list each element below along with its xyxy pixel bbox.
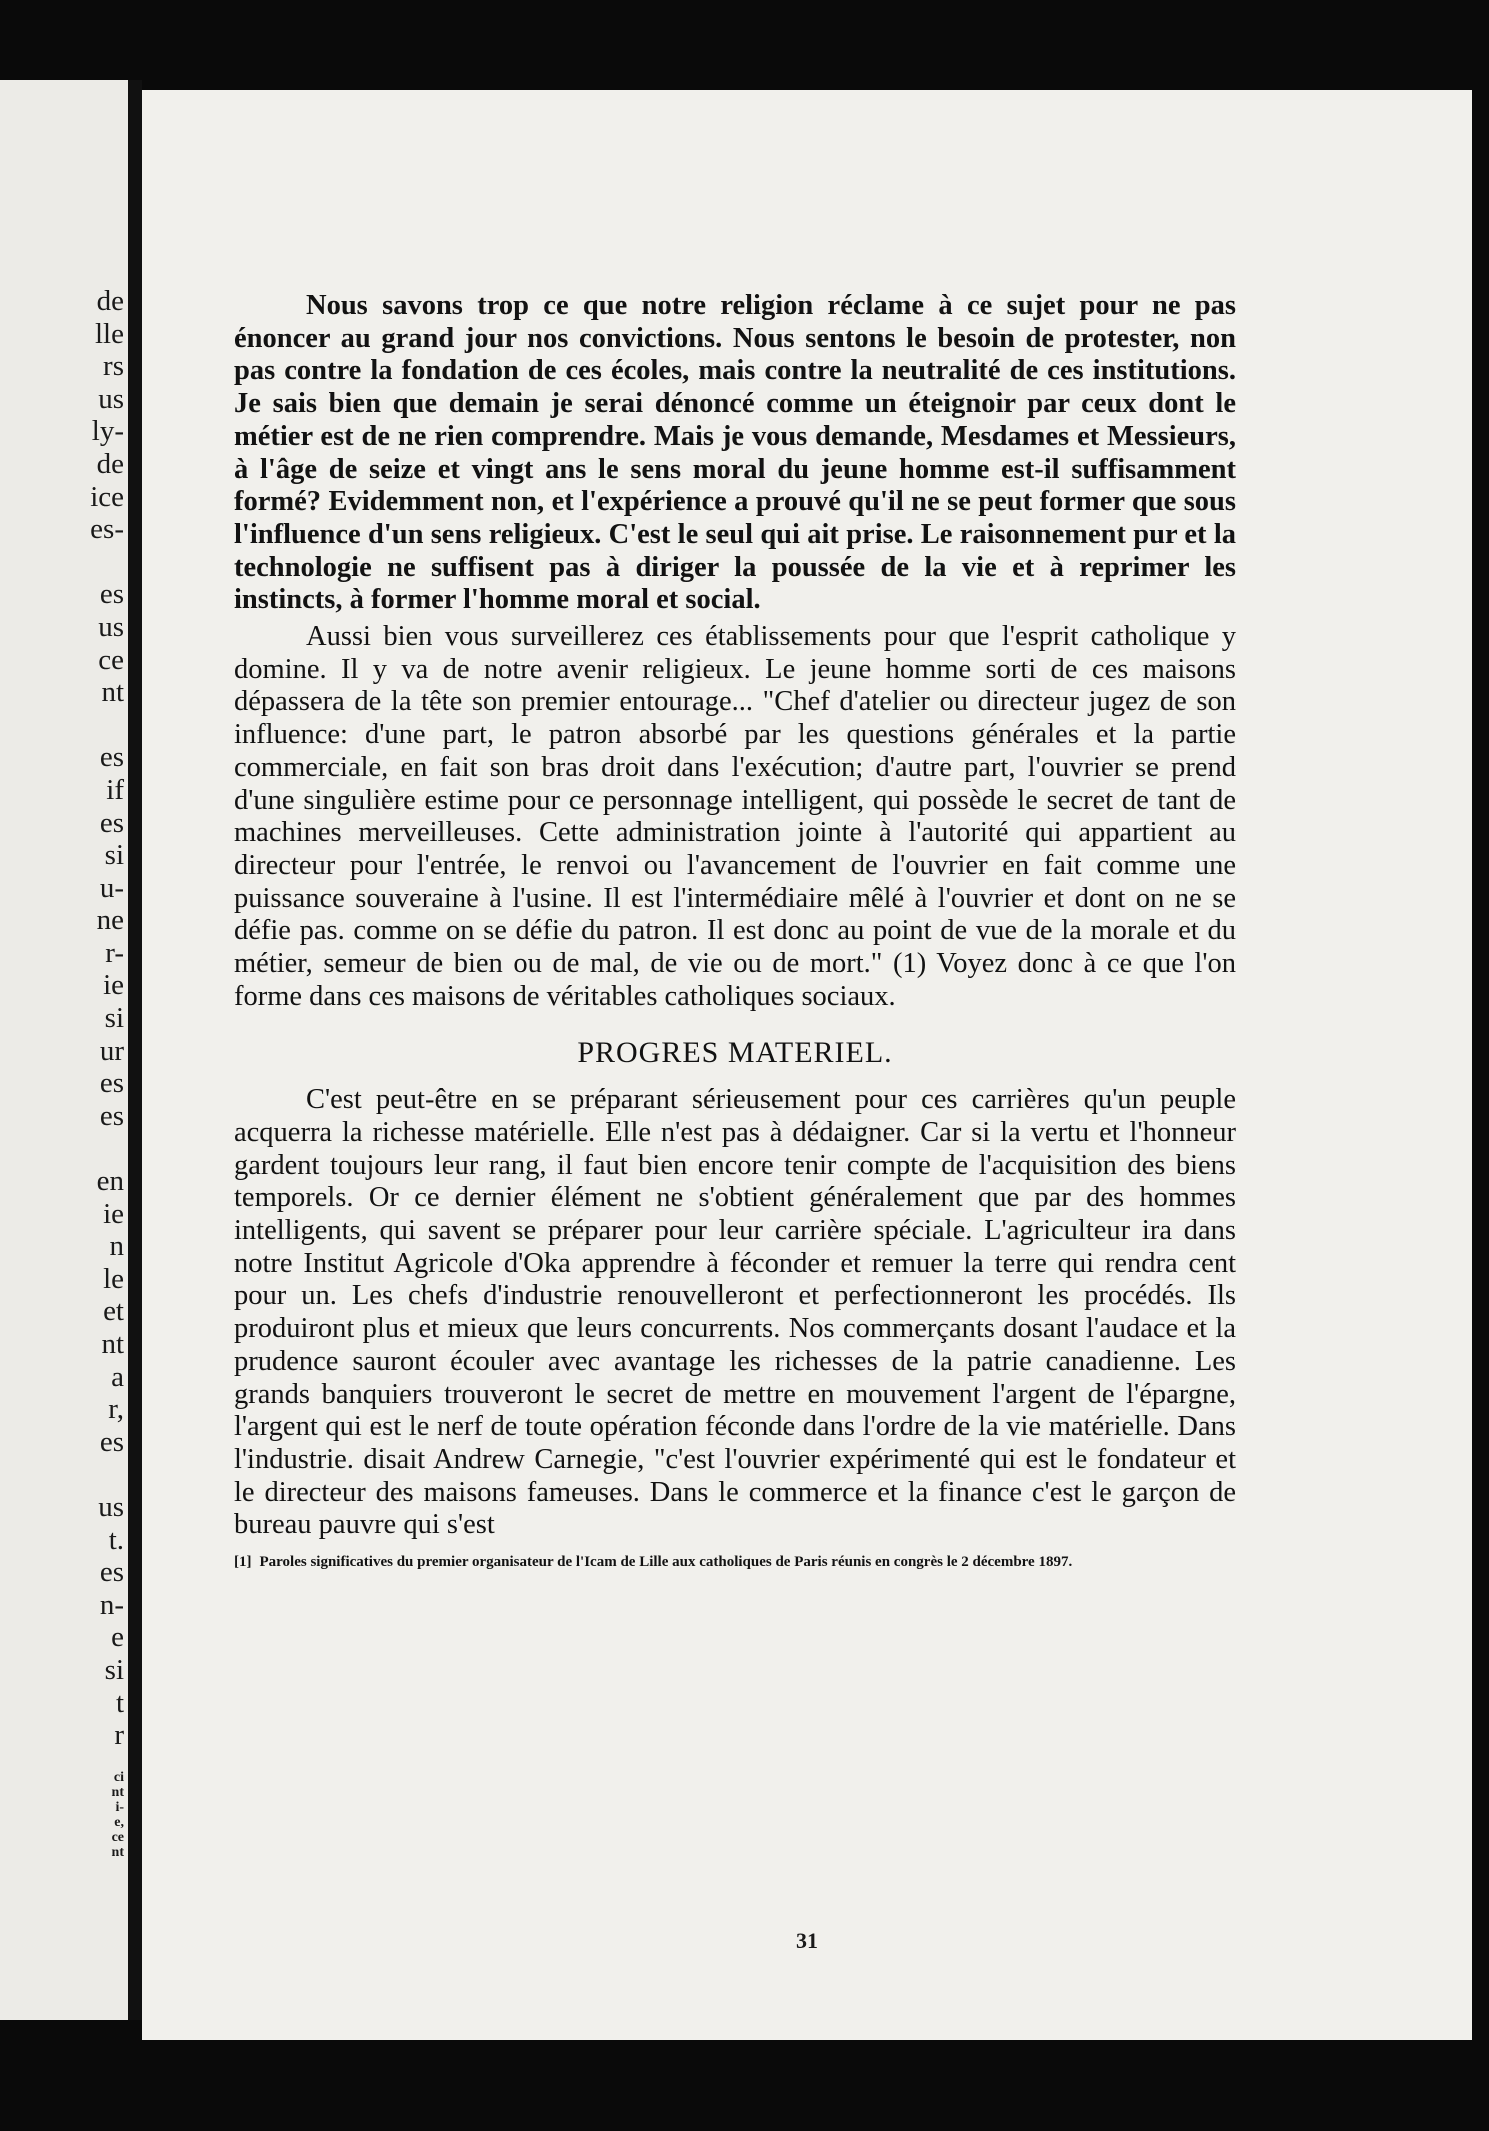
adjacent-text-fragment: t	[115, 1686, 124, 1719]
adjacent-text-fragment: et	[103, 1295, 124, 1328]
adjacent-text-fragment	[90, 709, 124, 742]
adjacent-text-fragment: us	[98, 1490, 124, 1523]
adjacent-text-fragment: e	[111, 1621, 124, 1654]
adjacent-text-fragment: n-	[99, 1588, 124, 1621]
main-page	[142, 90, 1472, 2040]
adjacent-footnote-fragment: ci	[113, 1769, 124, 1785]
adjacent-text-fragment: es	[99, 806, 124, 839]
adjacent-text-fragment	[90, 1132, 124, 1165]
adjacent-text-fragment: es-	[90, 513, 124, 546]
adjacent-footnote-fragment: nt	[111, 1844, 124, 1860]
adjacent-text-fragment: es	[99, 1099, 124, 1132]
book-gutter	[128, 80, 142, 2020]
adjacent-text-fragment: t.	[108, 1523, 124, 1556]
adjacent-text-fragment: nt	[101, 1328, 124, 1360]
adjacent-text-fragment: es	[99, 741, 124, 774]
footnote-marker: [1]	[234, 1554, 252, 1571]
paragraph-3: C'est peut-être en se préparant sérieusement pour ces carrières qu'un peuple acquerra la richesse matérielle. Elle n'est pas à dédaigner. Car si la vertu et l'honneur gardent toujours leur rang, il faut bien encore tenir compte de l'acquisition des biens temporels. Or ce dernier élément ne s'obtient généralement que par des hommes intelligents, qui savent se préparer pour leur carrière spéciale. L'agriculteur ira dans notre Institut Agricole d'Oka apprendre à féconder et remuer la terre qui rendra cent pour un. Les chefs d'industrie renouvelleront et perfectionneront les procédés. Ils produiront plus et mieux que leurs concurrents. Nos commerçants dosant l'audace et la prudence sauront écouler avec avantage les richesses de la patrie canadienne. Les grands banquiers trouveront le secret de mettre en mouvement l'argent de l'épargne, l'argent qui est le nerf de toute opération féconde dans l'ordre de la vie matérielle. Dans l'industrie. disait Andrew Carnegie, "c'est l'ouvrier expérimenté qui est le fondateur et le directeur des maisons fameuses. Dans le commerce et la finance c'est le garçon de bureau pauvre qui s'est	[234, 1084, 1236, 1541]
paragraph-1: Nous savons trop ce que notre religion réclame à ce sujet pour ne pas énoncer au grand jour nos convictions. Nous sentons le besoin de protester, non pas contre la fondation de ces écoles, mais contre la neutralité de ces institutions. Je sais bien que demain je serai dénoncé comme un éteignoir par ceux dont le métier est de ne rien comprendre. Mais je vous demande, Mesdames et Messieurs, à l'âge de seize et vingt ans le sens moral du jeune homme est-il suffisamment formé? Evidemment non, et l'expérience a prouvé qu'il ne se peut former que sous l'influence d'un sens religieux. C'est le seul qui ait prise. Le raisonnement pur et la technologie ne suffisent pas à diriger la poussée de la vie et à reprimer les instincts, à former l'homme moral et social.	[234, 290, 1236, 616]
adjacent-footnote-fragment: ce	[111, 1829, 124, 1845]
adjacent-text-fragment: rs	[103, 350, 124, 383]
adjacent-footnote-fragment: nt	[111, 1784, 124, 1800]
adjacent-text-fragment: es	[99, 1556, 124, 1589]
adjacent-text-fragment: lle	[95, 317, 124, 350]
adjacent-text-fragment: if	[106, 773, 124, 806]
adjacent-page-text	[90, 285, 124, 1860]
adjacent-text-fragment: es	[99, 578, 124, 611]
adjacent-text-fragment: ur	[99, 1034, 124, 1067]
adjacent-text-fragment: de	[96, 447, 124, 480]
adjacent-text-fragment: r,	[108, 1393, 124, 1426]
adjacent-text-fragment: ce	[98, 643, 124, 676]
adjacent-text-fragment	[90, 1458, 124, 1491]
adjacent-text-fragment: r	[114, 1719, 124, 1752]
footnote	[234, 1554, 1236, 1571]
adjacent-text-fragment: es	[99, 1067, 124, 1100]
section-heading: PROGRES MATERIEL.	[577, 1036, 893, 1070]
adjacent-footnote-fragment: i-	[115, 1799, 124, 1815]
adjacent-text-fragment: es	[99, 1425, 124, 1458]
adjacent-text-fragment: le	[103, 1262, 124, 1295]
adjacent-text-fragment: n	[109, 1230, 124, 1263]
adjacent-text-spacer	[90, 1752, 124, 1770]
adjacent-text-fragment: r-	[105, 936, 124, 969]
adjacent-text-fragment: ice	[90, 480, 124, 513]
adjacent-text-fragment: us	[98, 610, 124, 643]
adjacent-text-fragment: si	[104, 1653, 124, 1686]
adjacent-text-fragment: ly-	[91, 415, 124, 448]
adjacent-text-fragment	[90, 546, 124, 579]
adjacent-text-fragment: nt	[101, 676, 124, 709]
footnote-text: Paroles significatives du premier organisateur de l'Icam de Lille aux catholiques de Paris réunis en congrès le 2 décembre 1897.	[259, 1554, 1073, 1571]
adjacent-text-fragment: us	[98, 382, 124, 415]
adjacent-text-fragment: u-	[99, 871, 124, 904]
adjacent-text-fragment: de	[96, 285, 124, 317]
adjacent-text-fragment: ie	[103, 969, 124, 1002]
adjacent-text-fragment: a	[111, 1360, 124, 1393]
adjacent-text-fragment: si	[104, 839, 124, 872]
adjacent-page	[0, 80, 128, 2020]
adjacent-text-fragment: si	[104, 1002, 124, 1035]
page-body	[234, 290, 1236, 1571]
adjacent-footnote-fragment: e,	[114, 1814, 124, 1830]
adjacent-text-fragment: en	[96, 1165, 124, 1198]
adjacent-text-fragment: ne	[96, 904, 124, 937]
paragraph-2: Aussi bien vous surveillerez ces établissements pour que l'esprit catholique y domine. Il y va de notre avenir religieux. Le jeune homme sorti de ces maisons dépassera de la tête son premier entourage... "Chef d'atelier ou directeur jugez de son influence: d'une part, le patron absorbé par les questions générales et la partie commerciale, en fait son bras droit dans l'exécution; d'autre part, l'ouvrier se prend d'une singulière estime pour ce personnage intelligent, qui possède le secret de tant de machines merveilleuses. Cette administration jointe à l'autorité qui appartient au directeur pour l'entrée, le renvoi ou l'avancement de l'ouvrier en fait comme une puissance souveraine à l'usine. Il est l'intermédiaire mêlé à l'ouvrier et dont on ne se défie pas. comme on se défie du patron. Il est donc au point de vue de la morale et du métier, semeur de bien ou de mal, de vie ou de mort." (1) Voyez donc à ce que l'on forme dans ces maisons de véritables catholiques sociaux.	[234, 621, 1236, 1012]
adjacent-text-fragment: ie	[103, 1197, 124, 1230]
page-number: 31	[796, 1928, 818, 1953]
